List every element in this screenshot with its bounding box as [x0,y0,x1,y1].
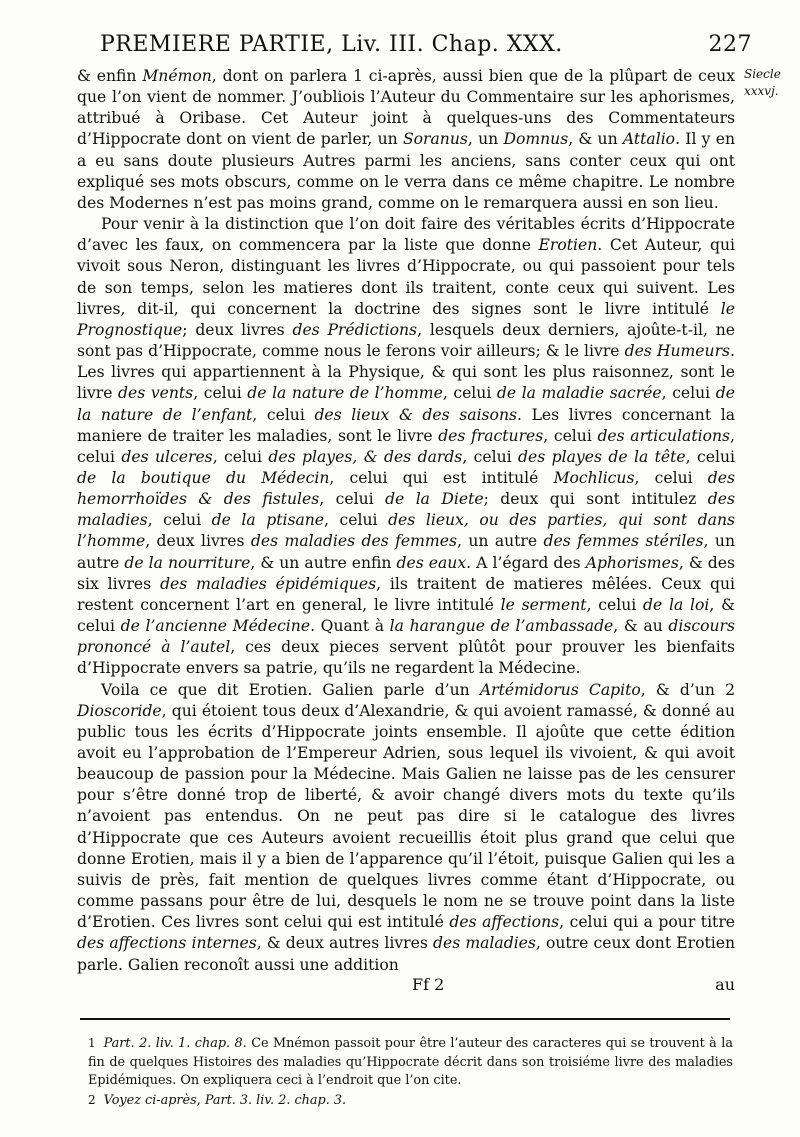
body-text [77,66,735,976]
page-number: 227 [708,32,752,57]
paragraph: & enfin Mnémon, dont on parlera 1 ci-après, aussi bien que de la plûpart de ceux que l’on vient de nommer. J’oubliois l’Auteur du Commentaire sur les aphorismes, attribué à Oribase. Cet Auteur joint à quelques-uns des Commentateurs d’Hippocrate dont on vient de parler, un Soranus, un Domnus, & un Attalio. Il y en a eu sans doute plusieurs Autres parmi les anciens, sans conter ceux qui ont expliqué ses mots obscurs, comme on le verra dans ce même chapitre. Le nombre des Modernes n’est pas moins grand, comme on le remarquera aussi en son lieu. [77,67,735,212]
paragraph: Voila ce que dit Erotien. Galien parle d’un Artémidorus Capito, & d’un 2 Dioscoride, qui étoient tous deux d’Alexandrie, & qui avoient ramassé, & donné au public tous les écrits d’Hippocrate joints ensemble. Il ajoûte que cette édition avoit eu l’approbation de l’Empereur Adrien, sous lequel ils vivoient, & qui avoit beaucoup de passion pour la Médecine. Mais Galien ne laisse pas de les censurer pour s’être donné trop de liberté, & avoir changé divers mots du texte qu’ils n’avoient pas entendus. On ne peut pas dire si le catalogue des livres d’Hippocrate que ces Auteurs avoient recueillis étoit plus grand que celui que donne Erotien, mais il y a bien de l’apparence qu’il l’étoit, puisque Galien qui les a suivis de près, fait mention de quelques livres comme étant d’Hippocrate, ou comme passans pour être de lui, desquels le nom ne se trouve point dans la liste d’Erotien. Ces livres sont celui qui est intitulé des affections, celui qui a pour titre des affections internes, & deux autres livres des maladies, outre ceux dont Erotien parle. Galien reconoît aussi une addition [77,680,736,974]
signature-mark: Ff 2 [412,975,445,994]
margin-note-line: Siecle [744,67,781,81]
footnote-text: Voyez ci-après, Part. 3. liv. 2. chap. 3. [103,1092,347,1108]
footnote [88,1034,733,1091]
signature-line [77,975,735,997]
margin-note-line: xxxvj. [744,84,779,98]
footnotes [88,1034,733,1110]
footnote-mark: 1 [88,1036,96,1050]
catchword: au [715,975,735,994]
margin-note [744,66,800,100]
running-head [100,32,752,57]
running-title: PREMIERE PARTIE, Liv. III. Chap. XXX. [100,32,563,57]
footnote [88,1091,733,1111]
footnote-rule [80,1018,730,1020]
paragraph: Pour venir à la distinction que l’on doit faire des véritables écrits d’Hippocrate d’avec les faux, on commencera par la liste que donne Erotien. Cet Auteur, qui vivoit sous Neron, distinguant les livres d’Hippocrate, ou qui passoient pour tels de son temps, selon les matieres dont ils traitent, conte ceux qui suivent. Les livres, dit-il, qui concernent la doctrine des signes sont le livre intitulé le Prognostique; deux livres des Prédictions, lesquels deux derniers, ajoûte-t-il, ne sont pas d’Hippocrate, comme nous le ferons voir ailleurs; & le livre des Humeurs. Les livres qui appartiennent à la Physique, & qui sont les plus raisonnez, sont le livre des vents, celui de la nature de l’homme, celui de la maladie sacrée, celui de la nature de l’enfant, celui des lieux & des saisons. Les livres concernant la maniere de traiter les maladies, sont le livre des fractures, celui des articulations, celui des ulceres, celui des playes, & des dards, celui des playes de la tête, celui de la boutique du Médecin, celui qui est intitulé Mochlicus, celui des hemorrhoïdes & des fistules, celui de la Diete; deux qui sont intitulez des maladies, celui de la ptisane, celui des lieux, ou des parties, qui sont dans l’homme, deux livres des maladies des femmes, un autre des femmes stériles, un autre de la nourriture, & un autre enfin des eaux. A l’égard des Aphorismes, & des six livres des maladies épidémiques, ils traitent de matieres mêlées. Ceux qui restent concernent l’art en general, le livre intitulé le serment, celui de la loi, & celui de l’ancienne Médecine. Quant à la harangue de l’ambassade, & au discours prononcé à l’autel, ces deux pieces servent plûtôt pour prouver les bienfaits d’Hippocrate envers sa patrie, qu’ils ne regardent la Médecine. [77,215,736,678]
footnote-text: Part. 2. liv. 1. chap. 8. Ce Mnémon passoit pour être l’auteur des caracteres qui se trouvent à la fin de quelques Histoires des maladies qu’Hippocrate décrit dans son troisiéme livre des maladies Epidémiques. On expliquera ceci à l’endroit que l’on cite. [88,1036,733,1088]
footnote-mark: 2 [88,1092,96,1107]
